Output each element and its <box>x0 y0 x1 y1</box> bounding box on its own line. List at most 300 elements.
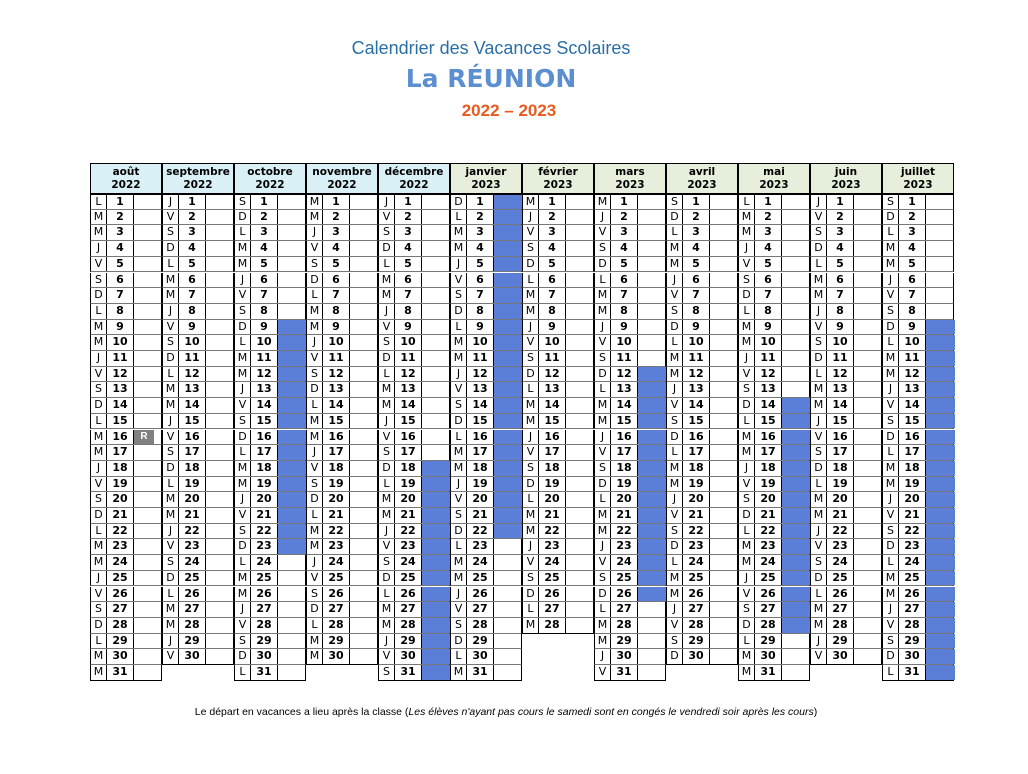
weekday-cell: M <box>163 602 179 617</box>
day-number: 4 <box>323 241 350 256</box>
holiday-cell <box>494 288 523 303</box>
weekday-cell: M <box>523 304 539 319</box>
period-cell <box>278 273 307 288</box>
holiday-cell <box>638 477 667 492</box>
day-number: 15 <box>611 414 638 429</box>
day-row <box>666 273 738 289</box>
day-row <box>738 634 810 650</box>
weekday-cell: V <box>451 602 467 617</box>
day-number: 16 <box>683 430 710 445</box>
day-row <box>450 634 522 650</box>
holiday-cell <box>422 587 451 602</box>
day-row <box>522 398 594 414</box>
weekday-cell: M <box>883 257 899 272</box>
day-row <box>810 587 882 603</box>
period-cell <box>782 288 811 303</box>
day-row <box>378 398 450 414</box>
weekday-cell: D <box>307 273 323 288</box>
weekday-cell: V <box>811 210 827 225</box>
weekday-cell: D <box>91 508 107 523</box>
weekday-cell: M <box>883 461 899 476</box>
period-cell <box>350 602 379 617</box>
day-number: 11 <box>323 351 350 366</box>
weekday-cell: S <box>91 273 107 288</box>
period-cell <box>206 539 235 554</box>
month-column <box>738 163 810 679</box>
day-number: 23 <box>395 539 422 554</box>
day-row <box>234 335 306 351</box>
day-row <box>378 351 450 367</box>
day-number: 7 <box>467 288 494 303</box>
day-row <box>450 194 522 210</box>
day-number: 3 <box>755 225 782 240</box>
month-name: septembre <box>166 166 230 178</box>
day-number: 3 <box>395 225 422 240</box>
day-row <box>882 445 954 461</box>
holiday-cell <box>422 508 451 523</box>
weekday-cell: S <box>451 288 467 303</box>
day-number: 28 <box>827 618 854 633</box>
weekday-cell: S <box>235 195 251 209</box>
day-number: 24 <box>539 555 566 570</box>
day-row <box>306 634 378 650</box>
day-row <box>522 257 594 273</box>
weekday-cell: D <box>91 618 107 633</box>
period-cell <box>710 257 739 272</box>
day-number: 28 <box>899 618 926 633</box>
weekday-cell: V <box>523 445 539 460</box>
day-number: 20 <box>107 492 134 507</box>
period-cell <box>710 398 739 413</box>
day-row <box>162 555 234 571</box>
weekday-cell: L <box>739 195 755 209</box>
day-row <box>522 524 594 540</box>
day-row <box>810 634 882 650</box>
day-number: 8 <box>683 304 710 319</box>
weekday-cell: M <box>739 665 755 680</box>
weekday-cell: D <box>739 398 755 413</box>
day-row <box>594 492 666 508</box>
day-row <box>666 210 738 226</box>
period-cell <box>710 382 739 397</box>
period-cell <box>566 492 595 507</box>
period-cell <box>926 241 955 256</box>
weekday-cell: J <box>595 539 611 554</box>
weekday-cell: D <box>739 618 755 633</box>
period-cell <box>350 351 379 366</box>
weekday-cell: D <box>379 241 395 256</box>
day-number: 18 <box>683 461 710 476</box>
day-row <box>738 304 810 320</box>
day-number: 4 <box>611 241 638 256</box>
weekday-cell: V <box>91 257 107 272</box>
day-row <box>666 587 738 603</box>
period-cell <box>854 649 883 664</box>
period-cell <box>350 320 379 335</box>
weekday-cell: M <box>163 618 179 633</box>
day-row <box>738 555 810 571</box>
weekday-cell: L <box>91 414 107 429</box>
weekday-cell: J <box>523 539 539 554</box>
day-number: 19 <box>179 477 206 492</box>
day-number: 13 <box>683 382 710 397</box>
day-row <box>450 210 522 226</box>
day-number: 10 <box>251 335 278 350</box>
day-number: 5 <box>467 257 494 272</box>
weekday-cell: J <box>667 602 683 617</box>
day-row <box>162 524 234 540</box>
day-number: 20 <box>467 492 494 507</box>
day-row <box>522 508 594 524</box>
holiday-cell <box>926 477 955 492</box>
day-row <box>450 539 522 555</box>
day-number: 15 <box>467 414 494 429</box>
day-row <box>882 367 954 383</box>
weekday-cell: M <box>307 539 323 554</box>
period-cell <box>854 477 883 492</box>
weekday-cell: M <box>235 477 251 492</box>
day-row <box>882 649 954 665</box>
weekday-cell: V <box>235 288 251 303</box>
day-number: 29 <box>755 634 782 649</box>
day-row <box>162 587 234 603</box>
footer-close: ) <box>813 706 818 718</box>
day-row <box>738 587 810 603</box>
period-cell <box>782 335 811 350</box>
holiday-cell <box>926 634 955 649</box>
period-cell <box>134 414 163 429</box>
period-cell <box>278 195 307 209</box>
period-cell <box>134 461 163 476</box>
period-cell <box>854 367 883 382</box>
day-row <box>594 367 666 383</box>
holiday-cell <box>494 477 523 492</box>
weekday-cell: J <box>451 587 467 602</box>
day-row <box>810 430 882 446</box>
month-column <box>810 163 882 679</box>
period-cell <box>782 665 811 680</box>
calendar-grid <box>90 163 954 679</box>
day-number: 31 <box>467 665 494 680</box>
holiday-cell <box>926 587 955 602</box>
day-number: 13 <box>611 382 638 397</box>
day-number: 12 <box>755 367 782 382</box>
weekday-cell: J <box>235 273 251 288</box>
day-row <box>234 445 306 461</box>
period-cell <box>566 288 595 303</box>
weekday-cell: J <box>523 430 539 445</box>
weekday-cell: S <box>307 477 323 492</box>
weekday-cell: M <box>379 382 395 397</box>
period-cell <box>566 398 595 413</box>
period-cell <box>710 210 739 225</box>
day-number: 21 <box>251 508 278 523</box>
day-number: 18 <box>755 461 782 476</box>
day-row <box>450 351 522 367</box>
day-row <box>882 414 954 430</box>
weekday-cell: L <box>523 602 539 617</box>
holiday-cell <box>494 445 523 460</box>
weekday-cell: L <box>379 477 395 492</box>
day-number: 1 <box>107 195 134 209</box>
day-number: 9 <box>683 320 710 335</box>
period-cell <box>926 257 955 272</box>
day-row <box>162 492 234 508</box>
weekday-cell: D <box>667 430 683 445</box>
day-row <box>522 492 594 508</box>
period-cell <box>638 351 667 366</box>
day-row <box>594 257 666 273</box>
day-number: 26 <box>611 587 638 602</box>
weekday-cell: L <box>595 273 611 288</box>
day-row <box>90 304 162 320</box>
period-cell <box>638 288 667 303</box>
month-header <box>450 163 522 194</box>
weekday-cell: S <box>451 398 467 413</box>
day-row <box>234 571 306 587</box>
weekday-cell: S <box>163 225 179 240</box>
day-number: 21 <box>611 508 638 523</box>
period-cell <box>206 602 235 617</box>
period-cell <box>278 634 307 649</box>
weekday-cell: D <box>523 367 539 382</box>
day-number: 19 <box>611 477 638 492</box>
day-row <box>810 524 882 540</box>
day-row <box>594 665 666 681</box>
day-number: 5 <box>827 257 854 272</box>
period-cell <box>566 508 595 523</box>
period-cell <box>350 477 379 492</box>
period-cell <box>854 571 883 586</box>
period-cell <box>422 304 451 319</box>
holiday-cell <box>422 477 451 492</box>
day-row <box>738 398 810 414</box>
day-row <box>522 414 594 430</box>
weekday-cell: J <box>235 382 251 397</box>
day-row <box>450 304 522 320</box>
weekday-cell: M <box>91 335 107 350</box>
weekday-cell: M <box>163 382 179 397</box>
weekday-cell: V <box>883 398 899 413</box>
weekday-cell: V <box>91 477 107 492</box>
weekday-cell: M <box>379 492 395 507</box>
weekday-cell: L <box>235 445 251 460</box>
day-row <box>882 508 954 524</box>
day-row <box>378 367 450 383</box>
day-number: 21 <box>539 508 566 523</box>
day-number: 15 <box>755 414 782 429</box>
period-cell <box>206 398 235 413</box>
day-row <box>666 524 738 540</box>
day-row <box>666 602 738 618</box>
weekday-cell: L <box>451 430 467 445</box>
day-number: 24 <box>611 555 638 570</box>
holiday-cell <box>422 602 451 617</box>
day-row <box>450 335 522 351</box>
day-row <box>738 351 810 367</box>
holiday-cell <box>782 539 811 554</box>
holiday-cell <box>926 555 955 570</box>
day-row <box>810 571 882 587</box>
holiday-cell <box>926 414 955 429</box>
day-number: 13 <box>539 382 566 397</box>
day-row <box>234 210 306 226</box>
day-number: 24 <box>395 555 422 570</box>
weekday-cell: S <box>883 634 899 649</box>
day-number: 27 <box>179 602 206 617</box>
day-row <box>810 320 882 336</box>
day-number: 5 <box>899 257 926 272</box>
holiday-cell <box>638 492 667 507</box>
holiday-cell <box>422 571 451 586</box>
day-number: 15 <box>107 414 134 429</box>
day-row <box>234 461 306 477</box>
day-number: 26 <box>467 587 494 602</box>
period-cell <box>206 524 235 539</box>
day-row <box>666 414 738 430</box>
weekday-cell: L <box>379 587 395 602</box>
holiday-cell <box>278 414 307 429</box>
day-row <box>162 382 234 398</box>
weekday-cell: M <box>595 288 611 303</box>
weekday-cell: M <box>91 225 107 240</box>
weekday-cell: S <box>379 225 395 240</box>
day-row <box>162 539 234 555</box>
month-header <box>666 163 738 194</box>
day-row <box>522 367 594 383</box>
period-cell <box>566 461 595 476</box>
period-cell <box>854 555 883 570</box>
period-cell <box>710 367 739 382</box>
period-cell <box>854 398 883 413</box>
day-number: 26 <box>179 587 206 602</box>
weekday-cell: M <box>235 587 251 602</box>
day-number: 9 <box>179 320 206 335</box>
day-number: 17 <box>755 445 782 460</box>
day-row <box>738 210 810 226</box>
month-column <box>306 163 378 679</box>
day-number: 17 <box>827 445 854 460</box>
day-row <box>594 414 666 430</box>
day-row <box>810 335 882 351</box>
period-cell <box>566 225 595 240</box>
day-number: 30 <box>323 649 350 664</box>
day-number: 27 <box>683 602 710 617</box>
month-header <box>594 163 666 194</box>
weekday-cell: S <box>379 335 395 350</box>
weekday-cell: J <box>91 571 107 586</box>
period-cell <box>278 225 307 240</box>
day-row <box>90 492 162 508</box>
day-number: 26 <box>539 587 566 602</box>
day-number: 14 <box>899 398 926 413</box>
period-cell <box>566 382 595 397</box>
day-number: 14 <box>827 398 854 413</box>
day-number: 19 <box>251 477 278 492</box>
day-number: 29 <box>899 634 926 649</box>
day-row <box>666 508 738 524</box>
weekday-cell: V <box>739 477 755 492</box>
day-row <box>378 634 450 650</box>
day-number: 27 <box>539 602 566 617</box>
weekday-cell: J <box>811 524 827 539</box>
day-number: 29 <box>683 634 710 649</box>
weekday-cell: L <box>595 602 611 617</box>
holiday-cell <box>278 320 307 335</box>
period-cell <box>350 430 379 445</box>
weekday-cell: M <box>163 273 179 288</box>
period-cell <box>566 367 595 382</box>
period-cell <box>422 320 451 335</box>
day-row <box>378 555 450 571</box>
day-row <box>882 351 954 367</box>
period-cell <box>134 665 163 680</box>
day-row <box>522 335 594 351</box>
weekday-cell: V <box>883 288 899 303</box>
day-row <box>234 602 306 618</box>
holiday-cell <box>278 335 307 350</box>
weekday-cell: V <box>739 367 755 382</box>
day-row <box>450 571 522 587</box>
day-number: 28 <box>539 618 566 633</box>
footer-note <box>0 706 1012 718</box>
holiday-cell <box>782 555 811 570</box>
day-row <box>666 382 738 398</box>
day-number: 29 <box>107 634 134 649</box>
day-row <box>90 210 162 226</box>
day-number: 13 <box>827 382 854 397</box>
weekday-cell: J <box>307 445 323 460</box>
holiday-cell <box>494 210 523 225</box>
month-column <box>522 163 594 679</box>
period-cell <box>854 524 883 539</box>
day-row <box>378 445 450 461</box>
day-row <box>234 649 306 665</box>
weekday-cell: J <box>163 195 179 209</box>
day-number: 16 <box>755 430 782 445</box>
day-number: 4 <box>539 241 566 256</box>
weekday-cell: M <box>811 602 827 617</box>
weekday-cell: V <box>91 587 107 602</box>
period-cell <box>134 351 163 366</box>
period-cell <box>854 241 883 256</box>
holiday-cell <box>926 492 955 507</box>
weekday-cell: L <box>811 257 827 272</box>
day-number: 2 <box>899 210 926 225</box>
day-number: 5 <box>755 257 782 272</box>
day-number: 14 <box>467 398 494 413</box>
weekday-cell: M <box>451 225 467 240</box>
day-number: 9 <box>611 320 638 335</box>
period-cell <box>494 539 523 554</box>
weekday-cell: M <box>451 665 467 680</box>
day-row <box>306 382 378 398</box>
holiday-cell <box>278 524 307 539</box>
period-cell <box>350 649 379 664</box>
day-row <box>522 225 594 241</box>
weekday-cell: M <box>163 398 179 413</box>
weekday-cell: L <box>667 225 683 240</box>
day-row <box>306 225 378 241</box>
weekday-cell: M <box>739 320 755 335</box>
day-row <box>882 618 954 634</box>
day-row <box>450 618 522 634</box>
weekday-cell: M <box>91 445 107 460</box>
day-number: 6 <box>683 273 710 288</box>
period-cell <box>710 587 739 602</box>
period-cell <box>206 195 235 209</box>
holiday-cell <box>494 304 523 319</box>
